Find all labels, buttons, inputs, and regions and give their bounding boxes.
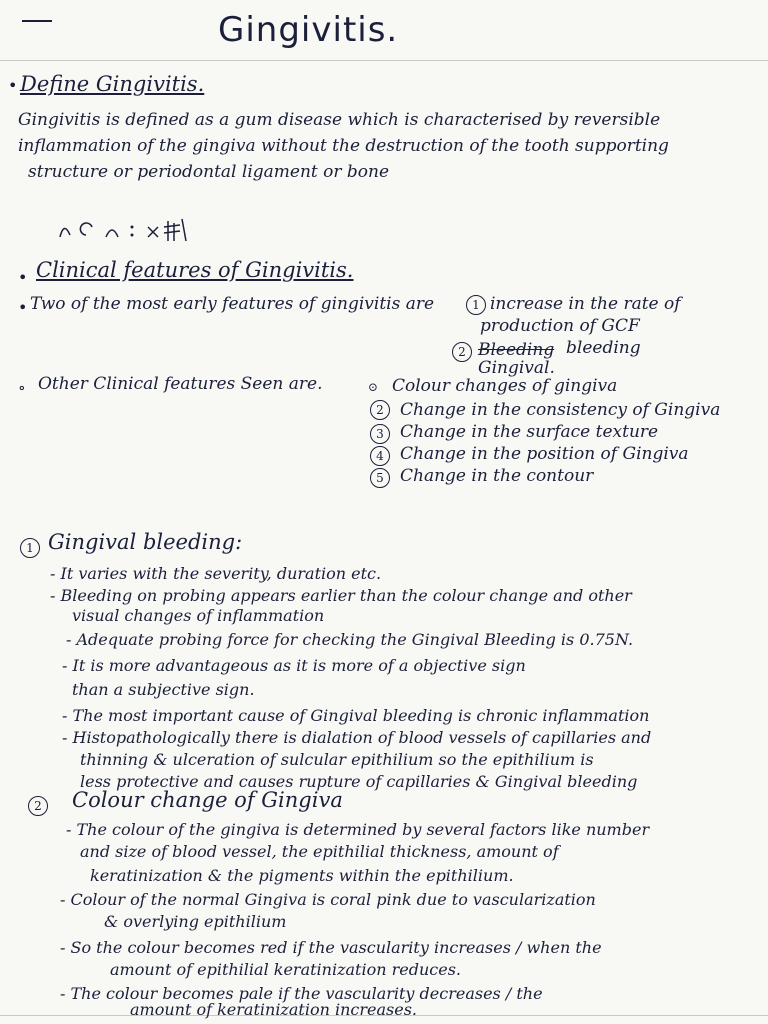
bleeding-line: less protective and causes rupture of capillaries & Gingival bleeding bbox=[80, 772, 638, 791]
number-2-circle: 2 bbox=[28, 796, 48, 816]
early-item-1b: production of GCF bbox=[480, 316, 640, 336]
number-2-circle: 2 bbox=[370, 400, 390, 420]
early-item-1a: increase in the rate of bbox=[490, 294, 681, 314]
early-item-2b: Gingival. bbox=[478, 358, 555, 378]
colour-line: & overlying epithilium bbox=[104, 912, 287, 931]
bullet-dot: • bbox=[8, 76, 18, 95]
define-heading: Define Gingivitis. bbox=[20, 72, 205, 96]
ruled-line bbox=[0, 60, 768, 61]
early-item-2: bleeding bbox=[566, 338, 641, 358]
number-3-circle: 3 bbox=[370, 424, 390, 444]
colour-line: - The colour becomes pale if the vascularity decreases / the bbox=[60, 984, 543, 1003]
page-title: Gingivitis. bbox=[218, 10, 399, 50]
colour-heading: Colour change of Gingiva bbox=[72, 788, 343, 812]
other-item-3: Change in the surface texture bbox=[400, 422, 659, 442]
number-1-circle: 1 bbox=[20, 538, 40, 558]
early-item-2-struck: Bleeding bbox=[478, 340, 555, 360]
colour-line: amount of keratinization increases. bbox=[130, 1000, 417, 1019]
other-item-2: Change in the consistency of Gingiva bbox=[400, 400, 721, 420]
margin-dash bbox=[22, 20, 52, 22]
bleeding-line: - Adequate probing force for checking the Gingival Bleeding is 0.75N. bbox=[66, 630, 634, 649]
colour-line: - The colour of the gingiva is determined by several factors like number bbox=[66, 820, 650, 839]
bleeding-line: - Histopathologically there is dialation of blood vessels of capillaries and bbox=[62, 728, 652, 747]
bullet-dot: ∘ bbox=[18, 378, 26, 397]
bleeding-line: - It is more advantageous as it is more of a objective sign bbox=[62, 656, 526, 675]
other-intro: Other Clinical features Seen are. bbox=[38, 374, 323, 394]
define-line-1: Gingivitis is defined as a gum disease which is characterised by reversible bbox=[18, 110, 661, 130]
colour-line: - Colour of the normal Gingiva is coral pink due to vascularization bbox=[60, 890, 596, 909]
number-2-circle: 2 bbox=[452, 342, 472, 362]
bleeding-line: - It varies with the severity, duration etc. bbox=[50, 564, 382, 583]
clinical-heading: Clinical features of Gingivitis. bbox=[36, 258, 354, 282]
doodle-sketch bbox=[56, 215, 206, 245]
number-1-circle: 1 bbox=[466, 295, 486, 315]
bleeding-line: visual changes of inflammation bbox=[72, 606, 325, 625]
colour-line: amount of epithilial keratinization reduces. bbox=[110, 960, 462, 979]
define-line-2: inflammation of the gingiva without the destruction of the tooth supporting bbox=[18, 136, 669, 156]
bullet-dot: • bbox=[18, 298, 28, 317]
colour-line: and size of blood vessel, the epithilial thickness, amount of bbox=[80, 842, 559, 861]
colour-line: keratinization & the pigments within the epithilium. bbox=[90, 866, 514, 885]
number-4-circle: 4 bbox=[370, 446, 390, 466]
other-item-4: Change in the position of Gingiva bbox=[400, 444, 689, 464]
bullet-dot: ⊙ bbox=[368, 380, 379, 394]
early-intro: Two of the most early features of gingivitis are bbox=[30, 294, 435, 314]
number-5-circle: 5 bbox=[370, 468, 390, 488]
bleeding-heading: Gingival bleeding: bbox=[48, 530, 243, 554]
bleeding-line: - Bleeding on probing appears earlier than the colour change and other bbox=[50, 586, 632, 605]
bleeding-line: - The most important cause of Gingival bleeding is chronic inflammation bbox=[62, 706, 650, 725]
bullet-dot: • bbox=[18, 268, 28, 287]
bleeding-line: thinning & ulceration of sulcular epithilium so the epithilium is bbox=[80, 750, 594, 769]
other-item-5: Change in the contour bbox=[400, 466, 594, 486]
colour-line: - So the colour becomes red if the vascularity increases / when the bbox=[60, 938, 602, 957]
define-line-3: structure or periodontal ligament or bone bbox=[28, 162, 390, 182]
other-item-1: Colour changes of gingiva bbox=[392, 376, 618, 396]
bleeding-line: than a subjective sign. bbox=[72, 680, 255, 699]
